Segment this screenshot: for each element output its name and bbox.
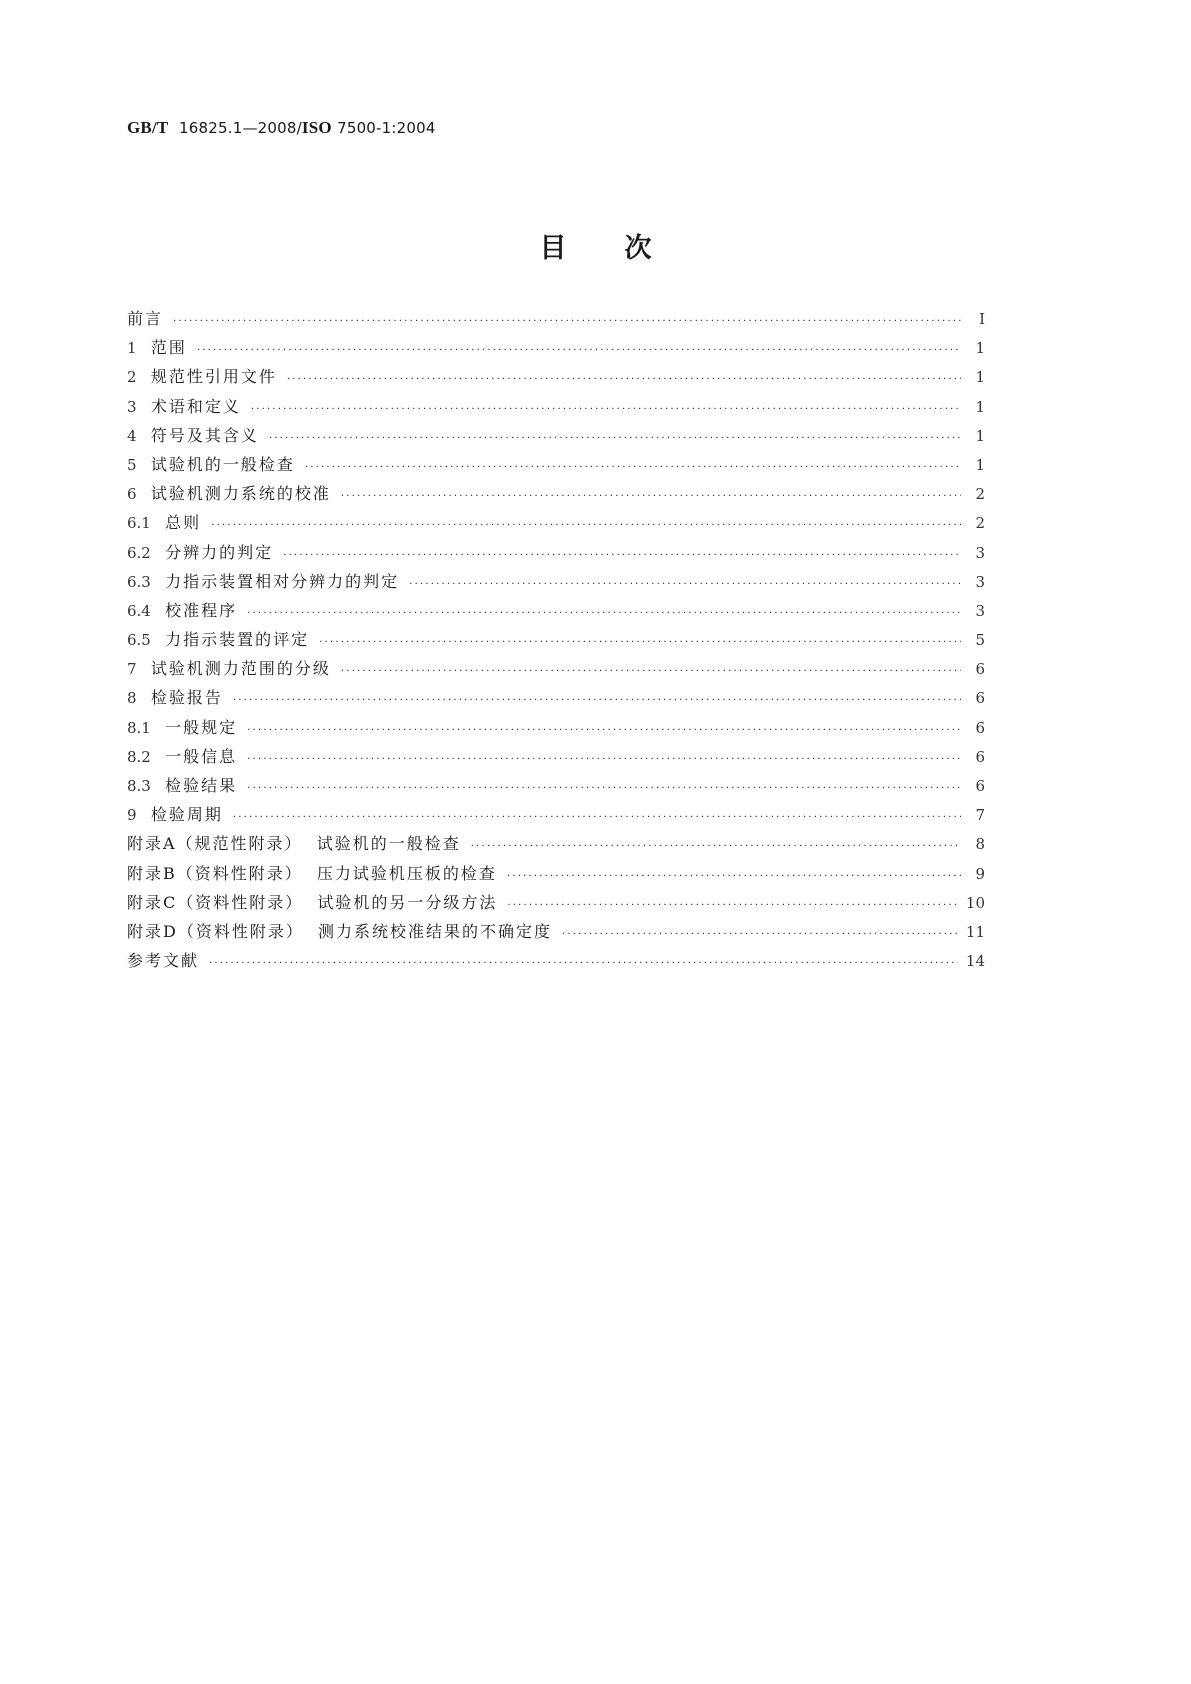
page-title [0, 226, 1191, 265]
toc-entry-page: 1 [975, 368, 985, 387]
toc-entry[interactable] [127, 510, 985, 539]
toc-entry-label: 规范性引用文件 [150, 367, 277, 387]
std-number: 16825.1—2008/ [179, 119, 302, 137]
toc-entry[interactable] [127, 656, 985, 685]
dot-leader [209, 958, 958, 969]
toc-entry-page: 5 [975, 631, 985, 650]
toc-entry[interactable] [127, 948, 985, 977]
toc-entry[interactable] [127, 423, 985, 452]
dot-leader [197, 345, 961, 356]
toc-entry-page: 2 [975, 514, 985, 533]
dot-leader [341, 491, 961, 502]
dot-leader [247, 754, 961, 765]
toc-entry-number: 5 [127, 455, 151, 474]
toc-entry-page: 7 [975, 806, 985, 825]
dot-leader [247, 608, 961, 619]
toc-entry-page: 3 [975, 601, 985, 620]
dot-leader [562, 929, 958, 940]
iso-number: 7500-1:2004 [337, 119, 436, 137]
toc-entry-number: 6 [127, 485, 151, 504]
toc-entry[interactable] [127, 744, 985, 773]
toc-entry-number: 8 [127, 689, 151, 708]
toc-entry-number: 2 [127, 368, 151, 387]
toc-entry[interactable] [127, 831, 985, 860]
toc-entry-page: I [979, 310, 985, 328]
toc-entry[interactable] [127, 627, 985, 656]
toc-entry-label: 试验机的一般检查 [150, 454, 295, 474]
toc-entry[interactable] [127, 861, 985, 890]
toc-entry[interactable] [127, 569, 985, 598]
toc-entry[interactable] [127, 481, 985, 510]
toc-entry-page: 6 [975, 660, 985, 679]
toc-entry-number: 4 [127, 426, 151, 445]
toc-entry-number: 6.2 [127, 543, 166, 562]
toc-entry-label: 检验结果 [165, 776, 238, 795]
toc-entry[interactable] [127, 802, 985, 831]
toc-entry-page: 14 [965, 952, 985, 971]
standard-header [127, 118, 436, 138]
toc-entry-page: 8 [975, 835, 985, 854]
dot-leader [507, 871, 961, 882]
toc-entry-label: 附录A（规范性附录） 试验机的一般检查 [127, 834, 461, 854]
toc-entry-label: 范围 [150, 338, 187, 358]
toc-entry-page: 2 [975, 485, 985, 504]
toc-entry-page: 1 [975, 339, 985, 358]
toc-entry-label: 符号及其含义 [150, 425, 259, 445]
toc-entry[interactable] [127, 452, 985, 481]
toc-entry-page: 6 [975, 689, 985, 708]
toc-entry-label: 附录D（资料性附录） 测力系统校准结果的不确定度 [127, 921, 553, 941]
toc-entry-number: 6.1 [127, 514, 166, 533]
dot-leader [247, 725, 961, 736]
toc-entry[interactable] [127, 685, 985, 714]
toc-entry-label: 试验机测力系统的校准 [150, 484, 331, 504]
toc-entry-page: 6 [975, 747, 985, 766]
toc-entry-number: 8.1 [127, 718, 166, 737]
dot-leader [173, 316, 961, 327]
toc-entry-label: 附录C（资料性附录） 试验机的另一分级方法 [127, 892, 498, 912]
toc-entry-number: 8.2 [127, 747, 166, 766]
toc-entry-number: 6.4 [127, 601, 166, 620]
dot-leader [251, 404, 961, 415]
toc-entry-page: 6 [975, 718, 985, 737]
toc-entry-label: 检验报告 [150, 688, 223, 708]
dot-leader [211, 520, 961, 531]
toc-entry-label: 附录B（资料性附录） 压力试验机压板的检查 [127, 863, 497, 883]
toc-entry-page: 3 [975, 543, 985, 562]
dot-leader [233, 695, 961, 706]
toc-entry-number: 9 [127, 806, 151, 825]
toc-entry-label: 检验周期 [150, 805, 223, 825]
toc-entry[interactable] [127, 335, 985, 364]
title-char-1: 目 [539, 233, 567, 264]
toc-entry-number: 7 [127, 660, 151, 679]
toc-entry-number: 1 [127, 339, 151, 358]
dot-leader [247, 783, 961, 794]
toc-entry-label: 总则 [165, 513, 202, 533]
toc-entry-label: 力指示装置相对分辨力的判定 [165, 571, 400, 591]
toc-entry[interactable] [127, 715, 985, 744]
toc-entry-page: 9 [975, 864, 985, 883]
toc-entry[interactable] [127, 890, 985, 919]
toc-entry-label: 校准程序 [165, 600, 238, 620]
toc-entry-number: 6.3 [127, 572, 166, 591]
toc-entry-label: 分辨力的判定 [165, 542, 274, 562]
toc-entry-label: 一般信息 [165, 746, 238, 766]
toc-entry-page: 1 [975, 455, 985, 474]
dot-leader [507, 900, 957, 911]
dot-leader [471, 841, 961, 852]
dot-leader [409, 579, 961, 590]
dot-leader [341, 666, 961, 677]
toc-entry-page: 1 [975, 397, 985, 416]
toc-entry-page: 11 [965, 922, 985, 941]
toc-entry-label: 一般规定 [165, 717, 238, 737]
dot-leader [269, 433, 961, 444]
toc-entry-page: 6 [975, 777, 985, 795]
toc-entry[interactable] [127, 364, 985, 393]
toc-entry-number: 8.3 [127, 777, 166, 795]
toc-entry[interactable] [127, 919, 985, 948]
toc-entry[interactable] [127, 598, 985, 627]
toc-entry-label: 前言 [127, 309, 164, 328]
dot-leader [233, 812, 961, 823]
table-of-contents [127, 306, 985, 977]
toc-entry-label: 术语和定义 [150, 396, 241, 416]
toc-entry-label: 参考文献 [127, 951, 200, 971]
dot-leader [305, 462, 961, 473]
std-prefix: GB/T [127, 118, 169, 137]
toc-entry-page: 10 [965, 893, 985, 912]
toc-entry-page: 3 [975, 572, 985, 591]
toc-entry[interactable] [127, 306, 985, 335]
toc-entry[interactable] [127, 540, 985, 569]
toc-entry-page: 1 [975, 426, 985, 445]
iso-prefix: ISO [301, 118, 332, 137]
dot-leader [283, 550, 961, 561]
dot-leader [319, 637, 961, 648]
toc-entry-label: 试验机测力范围的分级 [150, 659, 331, 679]
toc-entry-number: 6.5 [127, 631, 166, 650]
toc-entry[interactable] [127, 773, 985, 802]
toc-entry-number: 3 [127, 397, 151, 416]
toc-entry[interactable] [127, 394, 985, 423]
dot-leader [287, 374, 961, 385]
title-char-2: 次 [624, 233, 652, 264]
toc-entry-label: 力指示装置的评定 [165, 630, 310, 650]
